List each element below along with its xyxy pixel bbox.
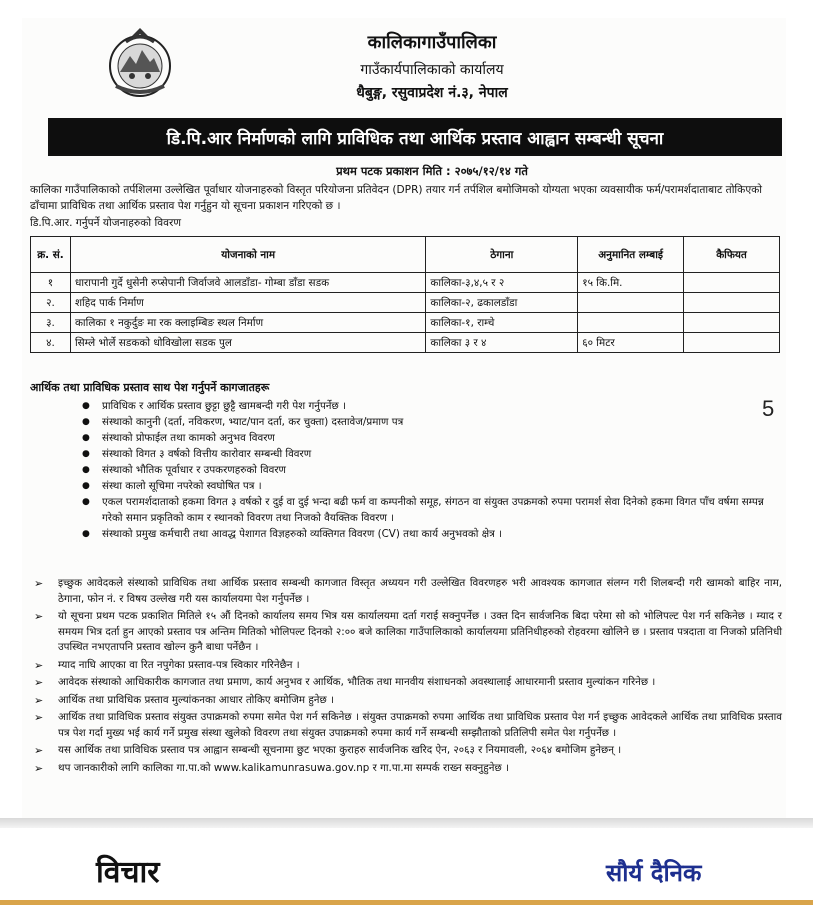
cell-remarks — [684, 273, 780, 293]
footer-rule — [0, 900, 813, 905]
list-item: ● संस्था कालो सूचिमा नपरेको स्वघोषित पत्र । — [82, 478, 782, 494]
cell-length — [578, 293, 684, 313]
table-row — [31, 273, 780, 293]
cell-name: शहिद पार्क निर्माण — [70, 293, 425, 313]
notice-title-banner — [48, 118, 782, 156]
intro-paragraph: कालिका गाउँपालिकाको तर्पशिलमा उल्लेखित पूर्वाधार योजनाहरुको विस्तृत परियोजना प्रतिवेदन (DPR) तयार गर्न तर्पशिल बमोजिमको योग्यता भएका व्यवसायीक फर्म/परामर्शदाताबाट तोकिएको ढाँचामा प्राविधिक तथा आर्थिक प्रस्ताव पेश गर्नुहुन यो सूचना प्रकाशन गरिएको छ । — [30, 184, 763, 212]
list-item: ● प्राविधिक र आर्थिक प्रस्ताव छुट्टा छुट्टै खामबन्दी गरी पेश गर्नुपर्नेछ । — [82, 398, 782, 414]
cell-length — [578, 313, 684, 333]
col-header-name: योजनाको नाम — [70, 237, 425, 273]
list-item: ➢ आर्थिक तथा प्राविधिक प्रस्ताव संयुक्त उपाक्रमको रुपमा समेत पेश गर्न सकिनेछ । संयुक्त उपाक्रमको रुपमा आर्थिक तथा प्राविधिक प्रस्ताव पेश गर्न इच्छुक आवेदकले आर्थिक तथा प्राविधिक प्रस्ताव पत्र पेश गर्दा मुख्य भई कार्य गर्ने प्रमुख संस्था खुलेको विवरण तथा संयुक्त उपाक्रमको रुपमा कार्य गर्ने सम्बन्धी सम्झौताको प्रतिलिपी समेत पेश गर्नुपर्नेछ । — [30, 710, 782, 741]
list-item: ➢ यस आर्थिक तथा प्राविधिक प्रस्ताव पत्र आह्वान सम्बन्धी सूचनामा छुट भएका कुराहरु सार्वजनिक खरिद ऐन, २०६३ र नियमावली, २०६४ बमोजिम हुनेछन् । — [30, 743, 782, 759]
table-row — [31, 333, 780, 353]
list-item: ● संस्थाको भौतिक पूर्वाधार र उपकरणहरुको विवरण — [82, 462, 782, 478]
page-number: 5 — [762, 396, 775, 421]
list-item: ● संस्थाको प्रमुख कर्मचारी तथा आवद्ध पेशागत विज्ञहरुको व्यक्तिगत विवरण (CV) तथा कार्य अनुभवको क्षेत्र । — [82, 526, 782, 542]
cell-address: कालिका-२, ढकालडाँडा — [426, 293, 578, 313]
list-item: ➢ आर्थिक तथा प्राविधिक प्रस्ताव मुल्यांकनका आधार तोकिए बमोजिम हुनेछ । — [30, 693, 782, 709]
list-item: ● संस्थाको विगत ३ वर्षको वित्तीय कारोवार सम्बन्धी विवरण — [82, 446, 782, 462]
org-name: कालिकागाउँपालिका — [367, 32, 497, 53]
cell-length: ६० मिटर — [578, 333, 684, 353]
cell-sn: ४. — [31, 333, 71, 353]
list-item: ➢ यो सूचना प्रथम पटक प्रकाशित मितिले १५ औं दिनको कार्यालय समय भित्र यस कार्यालयमा दर्ता गराई सक्नुपर्नेछ । उक्त दिन सार्वजनिक बिदा परेमा सो को भोलिपल्ट पेश गर्न सकिनेछ । म्याद र समयम भित्र दर्ता हुन आएको प्रस्ताव पत्र अन्तिम मितिको भोलिपल्ट दिनको २:०० बजे कालिका गाउँपालिकाको कार्यालयमा प्रतिनिधीहरुको रोहवरमा खोलिने छ । प्रस्ताव पत्रदाता वा निजको प्रतिनिधी उपस्थित नभएतापनि प्रस्ताव खोल्न कुनै बाधा पर्नेछैन । — [30, 609, 782, 656]
org-address: धैबुङ्ग, रसुवाप्रदेश नं.३, नेपाल — [356, 85, 508, 101]
cell-remarks — [684, 313, 780, 333]
list-item: ➢ इच्छुक आवेदकले संस्थाको प्राविधिक तथा आर्थिक प्रस्ताव सम्बन्धी कागजात विस्तृत अध्ययन गरी उल्लेखित विवरणहरु भरी आवश्यक कागजात संलग्न गरी शिलबन्दी गरी खामको बाहिर नाम, ठेगाना, फोन नं. र विषय उल्लेख गरी यस कार्यालयमा पेश गर्नुपर्नेछ । — [30, 576, 782, 607]
table-row — [31, 313, 780, 333]
list-item: ➢ म्याद नाघि आएका वा रित नपुगेका प्रस्ताव-पत्र स्विकार गरिनेछैन । — [30, 658, 782, 674]
documents-list — [82, 398, 782, 542]
terms-list — [30, 576, 782, 778]
col-header-address: ठेगाना — [426, 237, 578, 273]
page-fold-divider — [0, 818, 813, 828]
notice-title: डि.पि.आर निर्माणको लागि प्राविधिक तथा आर्थिक प्रस्ताव आह्वान सम्बन्धी सूचना — [166, 128, 664, 149]
list-item: ● संस्थाको कानुनी (दर्ता, नविकरण, भ्याट/पान दर्ता, कर चुक्ता) दस्तावेज/प्रमाण पत्र — [82, 414, 782, 430]
publication-date: प्रथम पटक प्रकाशन मिति : २०७५/१२/१४ गते — [336, 164, 528, 178]
project-list-heading: डि.पि.आर. गर्नुपर्ने योजनाहरुको विवरण — [30, 217, 182, 229]
org-office: गाउँकार्यपालिकाको कार्यालय — [360, 62, 504, 78]
col-header-remarks: कैफियत — [684, 237, 780, 273]
list-item: ● संस्थाको प्रोफाईल तथा कामको अनुभव विवरण — [82, 430, 782, 446]
cell-sn: १ — [31, 273, 71, 293]
list-item: ➢ आवेदक संस्थाको आधिकारीक कागजात तथा प्रमाण, कार्य अनुभव र आर्थिक, भौतिक तथा मानवीय संशाधनको अवस्थालाई आधारमानी प्रस्ताव मुल्यांकन गरिनेछ । — [30, 675, 782, 691]
footer-section-label: विचार — [96, 855, 160, 890]
list-item: ● एकल परामर्शदाताको हकमा विगत ३ वर्षको र दुई वा दुई भन्दा बढी फर्म वा कम्पनीको समूह, संगठन वा संयुक्त उपक्रमको रुपमा परामर्श सेवा दिनेको हकमा विगत पाँच वर्षमा सम्पन्न गरेको समान प्रकृतिको काम र स्थानको विवरण तथा निजको वैयक्तिक विवरण । — [82, 494, 782, 526]
cell-sn: २. — [31, 293, 71, 313]
cell-sn: ३. — [31, 313, 71, 333]
cell-length: १५ कि.मि. — [578, 273, 684, 293]
documents-heading: आर्थिक तथा प्राविधिक प्रस्ताव साथ पेश गर्नुपर्ने कागजातहरू — [30, 381, 270, 394]
cell-address: कालिका ३ र ४ — [426, 333, 578, 353]
table-header-row — [31, 237, 780, 273]
col-header-length: अनुमानित लम्बाई — [578, 237, 684, 273]
projects-table — [30, 236, 780, 353]
cell-name: सिम्ले भोर्ले सडकको धोविखोला सडक पुल — [70, 333, 425, 353]
cell-address: कालिका-३,४,५ र २ — [426, 273, 578, 293]
col-header-sn: क्र. सं. — [31, 237, 71, 273]
newspaper-masthead: सौर्य दैनिक — [606, 858, 702, 887]
nepal-emblem-icon — [102, 26, 178, 102]
table-row — [31, 293, 780, 313]
cell-remarks — [684, 333, 780, 353]
cell-remarks — [684, 293, 780, 313]
notice-sheet — [22, 18, 786, 818]
cell-name: कालिका १ नकुर्दुङ मा रक क्लाइम्बिङ स्थल निर्माण — [70, 313, 425, 333]
cell-name: धारापानी गुर्दे धुसेनी रुप्सेपानी जिर्वाजवे आलडाँडा- गोम्बा डाँडा सडक — [70, 273, 425, 293]
list-item: ➢ थप जानकारीको लागि कालिका गा.पा.को www.kalikamunrasuwa.gov.np र गा.पा.मा सम्पर्क राख्न सक्नुहुनेछ । — [30, 761, 782, 777]
cell-address: कालिका-१, राम्चे — [426, 313, 578, 333]
